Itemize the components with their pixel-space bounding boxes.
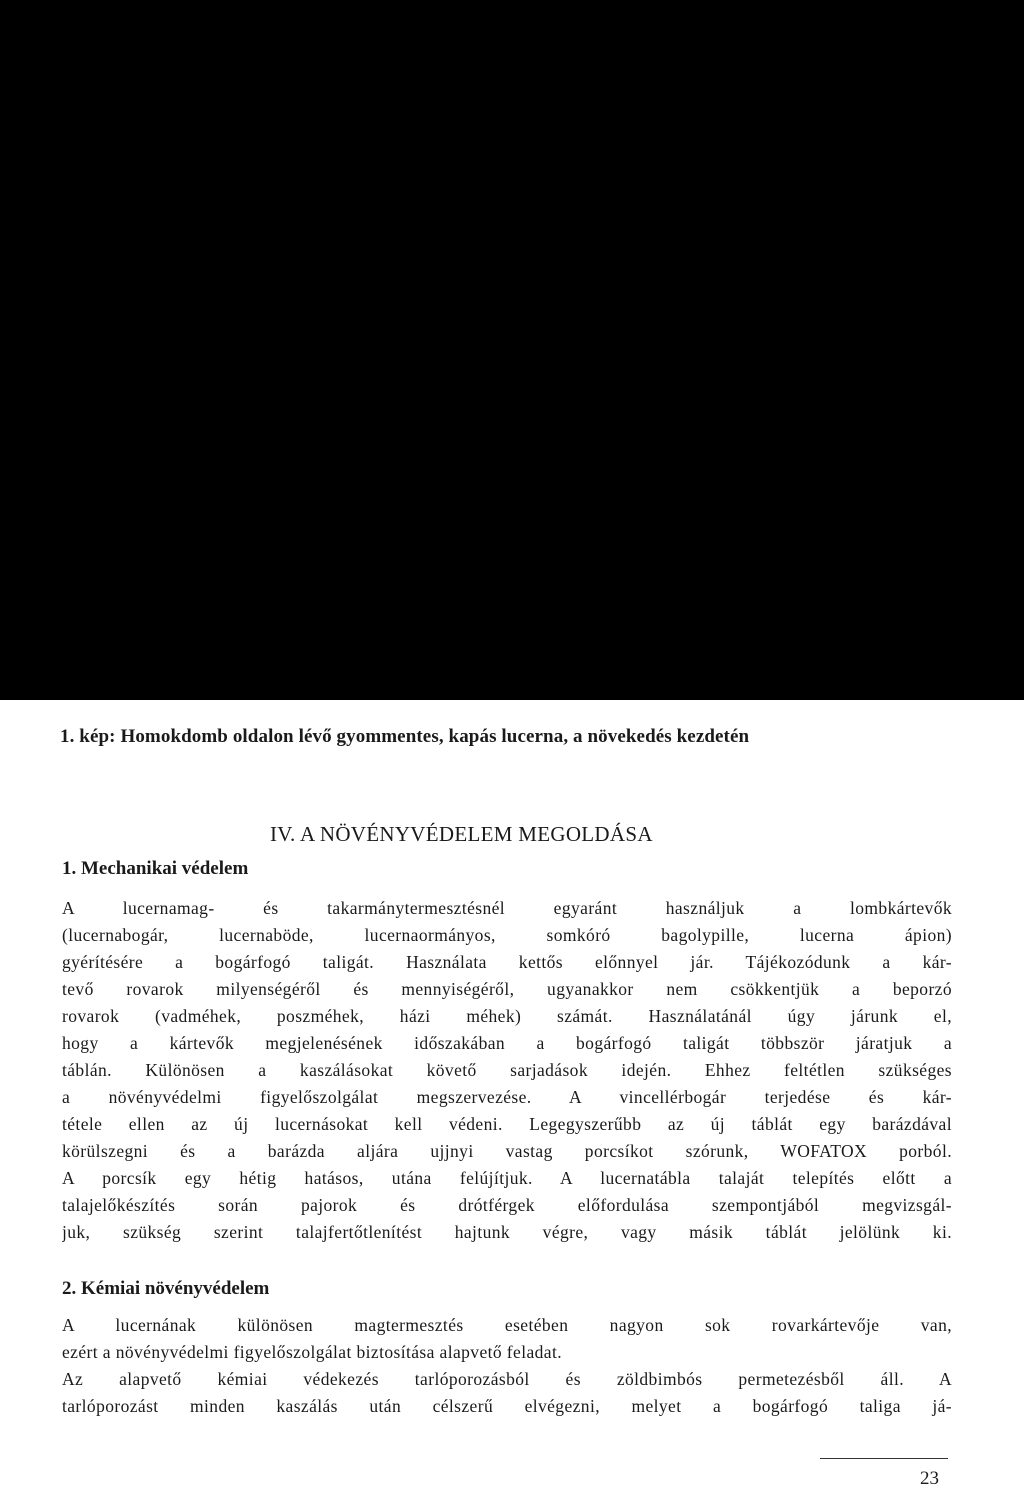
- text-line: A porcsík egy hétig hatásos, utána felújítjuk. A lucernatábla talaját telepítés előtt a: [62, 1168, 952, 1188]
- text-line: táblán. Különösen a kaszálásokat követő sarjadások idején. Ehhez feltétlen szükséges: [62, 1060, 952, 1080]
- text-line: Az alapvető kémiai védekezés tarlóporozásból és zöldbimbós permetezésből áll. A: [62, 1369, 952, 1389]
- text-line: a növényvédelmi figyelőszolgálat megszervezése. A vincellérbogár terjedése és kár-: [62, 1087, 952, 1107]
- text-line: A lucernának különösen magtermesztés esetében nagyon sok rovarkártevője van,: [62, 1315, 952, 1335]
- text-line: tétele ellen az új lucernásokat kell védeni. Legegyszerűbb az új táblát egy barázdával: [62, 1114, 952, 1134]
- footer-rule: [820, 1458, 948, 1459]
- section-body-chemical: [62, 1312, 952, 1420]
- section-heading-chemical: 2. Kémiai növényvédelem: [62, 1278, 270, 1299]
- text-line: A lucernamag- és takarmánytermesztésnél egyaránt használjuk a lombkártevők: [62, 898, 952, 918]
- photo-caption: 1. kép: Homokdomb oldalon lévő gyommentes, kapás lucerna, a növekedés kezdetén: [60, 726, 750, 747]
- section-body-mechanical: [62, 895, 952, 1246]
- text-line: hogy a kártevők megjelenésének időszakában a bogárfogó taligát többször járatjuk a: [62, 1033, 952, 1053]
- text-line: tevő rovarok milyenségéről és mennyiségéről, ugyanakkor nem csökkentjük a beporzó: [62, 979, 952, 999]
- text-line: rovarok (vadméhek, poszméhek, házi méhek) számát. Használatánál úgy járunk el,: [62, 1006, 952, 1026]
- text-line: tarlóporozást minden kaszálás után célszerű elvégezni, melyet a bogárfogó taliga já-: [62, 1396, 952, 1416]
- section-heading-mechanical: 1. Mechanikai védelem: [62, 858, 249, 879]
- text-line: (lucernabogár, lucernaböde, lucernaormányos, somkóró bagolypille, lucerna ápion): [62, 925, 952, 945]
- text-line: ezért a növényvédelmi figyelőszolgálat biztosítása alapvető feladat.: [62, 1342, 562, 1362]
- text-line: körülszegni és a barázda aljára ujjnyi vastag porcsíkot szórunk, WOFATOX porból.: [62, 1141, 952, 1161]
- text-line: talajelőkészítés során pajorok és drótférgek előfordulása szempontjából megvizsgál-: [62, 1195, 952, 1215]
- photograph: [0, 0, 1024, 700]
- text-line: juk, szükség szerint talajfertőtlenítést hajtunk végre, vagy másik táblát jelölünk ki.: [62, 1222, 952, 1242]
- page-number: 23: [920, 1468, 939, 1489]
- text-line: gyérítésére a bogárfogó taligát. Használata kettős előnnyel jár. Tájékozódunk a kár-: [62, 952, 952, 972]
- chapter-title: IV. A NÖVÉNYVÉDELEM MEGOLDÁSA: [270, 822, 653, 846]
